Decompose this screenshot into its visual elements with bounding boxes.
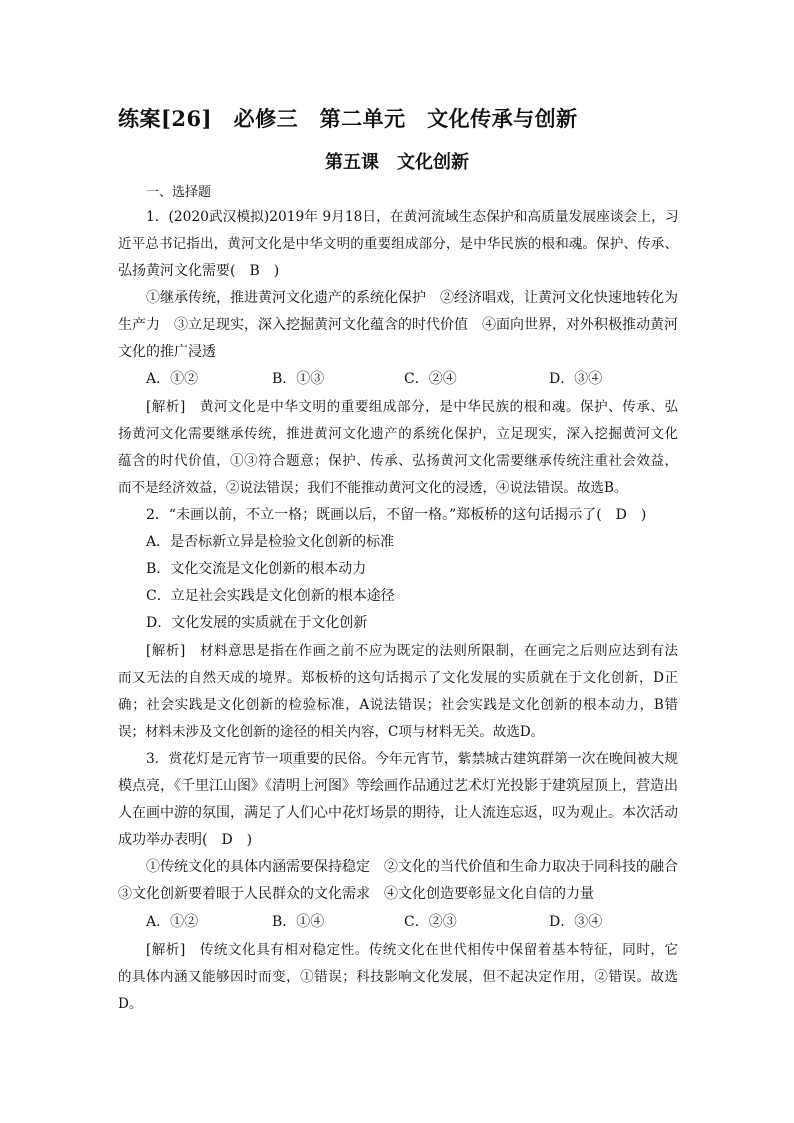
q2-choice-c: C．立足社会实践是文化创新的根本途径 [146,588,395,604]
q1-analysis-line: [解析] 黄河文化是中华文明的重要组成部分，是中华民族的根和魂。保护、传承、弘 [146,399,678,415]
q1-analysis-line: 而不是经济效益，②说法错误；我们不能推动黄河文化的浸透，④说法错误。故选B。 [118,480,628,496]
q3-analysis-line: [解析] 传统文化具有相对稳定性。传统文化在世代相传中保留着基本特征，同时，它 [146,942,678,958]
q1-statement-line: 文化的推广浸透 [118,344,216,360]
q1-stem-line: 近平总书记指出，黄河文化是中华文明的重要组成部分，是中华民族的根和魂。保护、传承、 [118,236,678,252]
q3-statement-line: ①传统文化的具体内涵需要保持稳定 ②文化的当代价值和生命力取决于同科技的融合 [146,859,678,875]
q3-option-c: C．②③ [404,914,457,930]
q1-analysis-line: 扬黄河文化需要继承传统，推进黄河文化遗产的系统化保护，立足现实，深入挖掘黄河文化 [118,426,678,442]
q3-option-b: B．①④ [272,914,325,930]
q3-stem-line: 成功举办表明( D ) [118,832,253,848]
q2-analysis-line: 误；材料未涉及文化创新的途径的相关内容，C项与材料无关。故选D。 [118,724,545,740]
q3-option-d: D．③④ [549,914,603,930]
q3-analysis-line: 的具体内涵又能够因时而变，①错误；科技影响文化发展，但不起决定作用，②错误。故选 [118,969,678,985]
q2-choice-b: B．文化交流是文化创新的根本动力 [146,561,367,577]
q1-option-a: A．①② [146,371,199,387]
lesson-subtitle: 第五课 文化创新 [325,152,469,173]
q3-stem-line: 3．赏花灯是元宵节一项重要的民俗。今年元宵节，紫禁城古建筑群第一次在晚间被大规 [146,751,678,767]
q2-choice-d: D．文化发展的实质就在于文化创新 [146,615,368,631]
q3-analysis-line: D。 [118,996,143,1012]
q1-stem-line: 1．(2020武汉模拟)2019年 9月18日，在黄河流域生态保护和高质量发展座谈会上，习 [146,209,679,225]
q1-option-b: B．①③ [272,371,325,387]
q3-statement-line: ③文化创新要着眼于人民群众的文化需求 ④文化创造要彰显文化自信的力量 [118,886,594,902]
q2-analysis-line: [解析] 材料意思是指在作画之前不应为既定的法则所限制，在画完之后则应达到有法 [146,643,678,659]
q1-statement-line: ①继承传统，推进黄河文化遗产的系统化保护 ②经济唱戏，让黄河文化快速地转化为 [146,290,678,306]
q2-analysis-line: 确；社会实践是文化创新的检验标准，A说法错误；社会实践是文化创新的根本动力，B错 [118,697,678,713]
q3-stem-line: 人在画中游的氛围，满足了人们心中花灯场景的期待，让人流连忘返，叹为观止。本次活动 [118,805,678,821]
q1-option-c: C．②④ [404,371,457,387]
q2-analysis-line: 而又无法的自然天成的境界。郑板桥的这句话揭示了文化发展的实质就在于文化创新，D正 [118,670,678,686]
q2-stem: 2．“未画以前，不立一格；既画以后，不留一格。”郑板桥的这句话揭示了( D ) [146,507,647,523]
q1-stem-line: 弘扬黄河文化需要( B ) [118,263,280,279]
q3-option-a: A．①② [146,914,199,930]
q1-statement-line: 生产力 ③立足现实，深入挖掘黄河文化蕴含的时代价值 ④面向世界，对外积极推动黄河 [118,317,678,333]
q1-analysis-line: 蕴含的时代价值，①③符合题意；保护、传承、弘扬黄河文化需要继承传统注重社会效益， [118,453,678,469]
q2-choice-a: A．是否标新立异是检验文化创新的标准 [146,534,395,550]
page-title: 练案[26] 必修三 第二单元 文化传承与创新 [118,106,578,131]
q1-option-d: D．③④ [549,371,603,387]
q3-stem-line: 模点亮，《千里江山图》《清明上河图》等绘画作品通过艺术灯光投影于建筑屋顶上，营造出 [118,778,678,794]
section-heading: 一、选择题 [146,185,212,200]
